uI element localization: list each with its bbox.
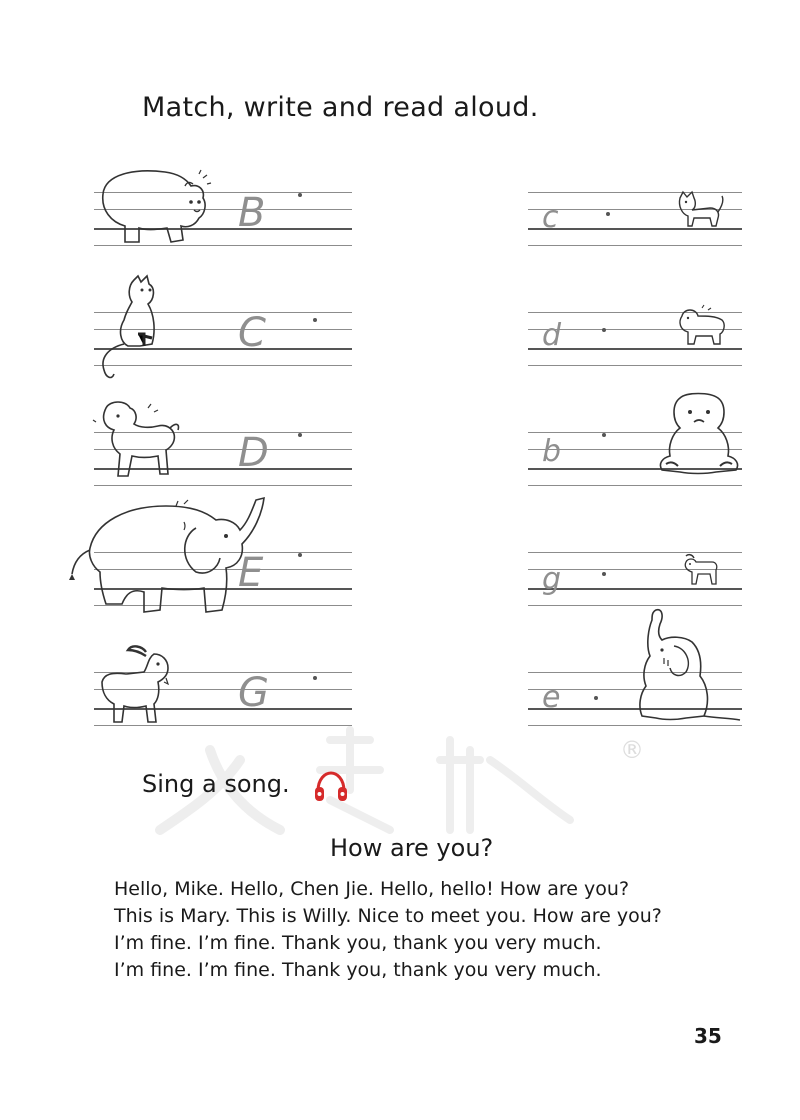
registered-mark-icon: ® [620, 736, 644, 764]
match-dot[interactable] [298, 193, 302, 197]
letter-d: d [542, 318, 562, 353]
polar-bear-icon [95, 164, 215, 248]
letter-G: G [238, 670, 269, 716]
match-dot[interactable] [602, 328, 606, 332]
goat-icon [96, 642, 176, 726]
letter-B: B [238, 190, 266, 236]
kitten-icon [676, 188, 724, 228]
letter-c: c [542, 200, 559, 235]
kid-goat-icon [682, 550, 722, 590]
letter-g: g [542, 562, 562, 597]
match-dot[interactable] [313, 676, 317, 680]
letter-e: e [542, 680, 561, 715]
match-dot[interactable] [313, 318, 317, 322]
page-number: 35 [694, 1024, 722, 1048]
elephant-icon [66, 492, 266, 622]
lyric-line: I’m fine. I’m fine. Thank you, thank you very much. [114, 959, 602, 981]
headphones-icon[interactable] [313, 769, 349, 805]
match-dot[interactable] [298, 433, 302, 437]
letter-C: C [238, 310, 266, 356]
sing-a-song-label: Sing a song. [142, 770, 290, 798]
match-dot[interactable] [602, 433, 606, 437]
lyric-line: This is Mary. This is Willy. Nice to meet you. How are you? [114, 905, 662, 927]
dog-icon [92, 398, 182, 488]
match-dot[interactable] [298, 553, 302, 557]
song-lyrics [114, 876, 662, 984]
cat-icon [94, 274, 164, 384]
baby-elephant-icon [634, 606, 744, 726]
exercise-heading: Match, write and read aloud. [142, 92, 539, 123]
song-title: How are you? [330, 834, 494, 862]
lyric-line: Hello, Mike. Hello, Chen Jie. Hello, hello! How are you? [114, 878, 630, 900]
match-dot[interactable] [594, 696, 598, 700]
puppy-icon [676, 304, 728, 348]
letter-b: b [542, 434, 562, 469]
match-dot[interactable] [606, 212, 610, 216]
match-dot[interactable] [602, 572, 606, 576]
letter-E: E [238, 550, 264, 596]
lyric-line: I’m fine. I’m fine. Thank you, thank you very much. [114, 932, 602, 954]
bear-cub-icon [656, 390, 744, 476]
letter-D: D [238, 430, 269, 476]
